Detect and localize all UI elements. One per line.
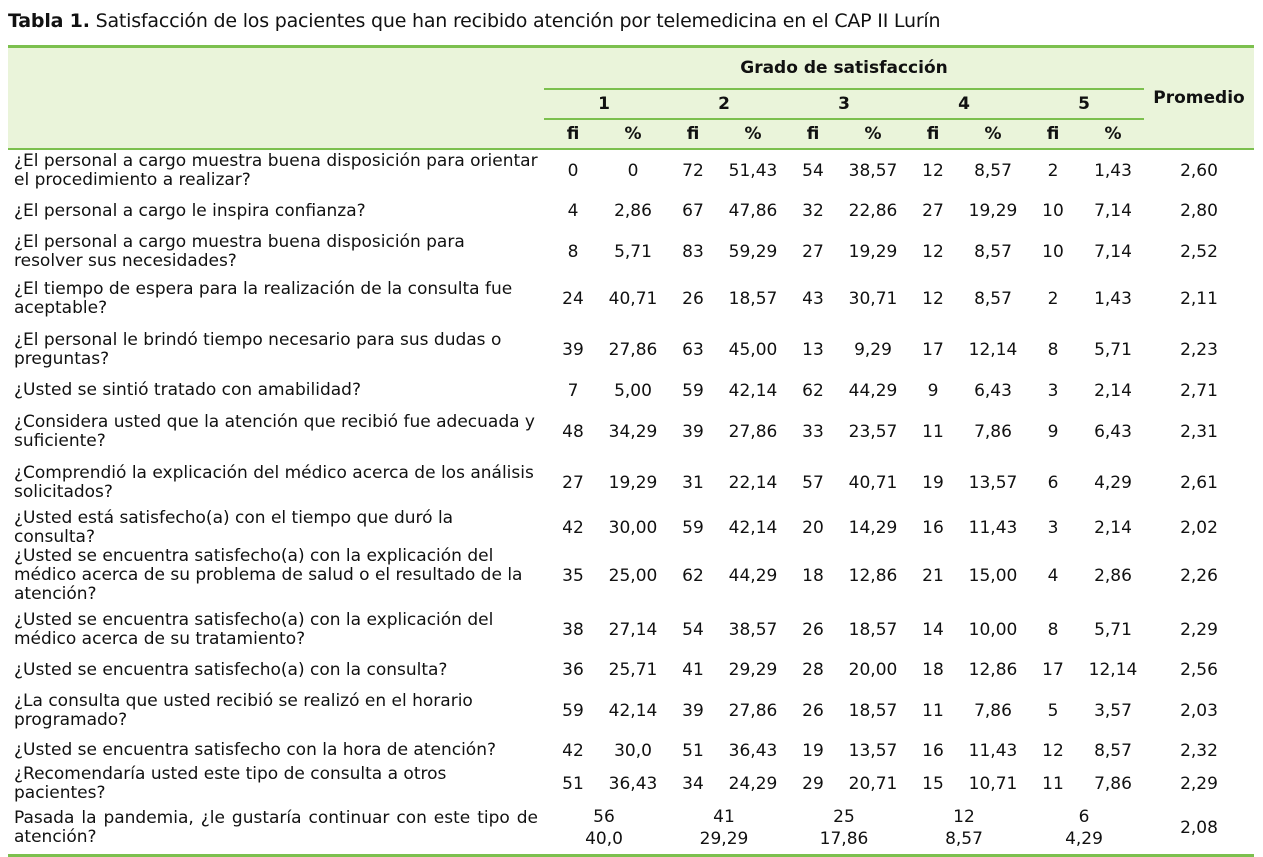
average-cell: 2,02 bbox=[1180, 518, 1218, 538]
question-cell: ¿El personal le brindó tiempo necesario para sus dudas o preguntas? bbox=[14, 329, 502, 369]
pct-cell: 10,00 bbox=[968, 619, 1018, 640]
pct-cell: 0 bbox=[627, 161, 639, 181]
pct-cell: 2,14 bbox=[1094, 518, 1132, 538]
fi-cell: 18 bbox=[802, 565, 824, 586]
stacked-value-cell bbox=[784, 803, 904, 855]
fi-cell: 33 bbox=[802, 421, 824, 442]
fi-cell: 39 bbox=[682, 700, 704, 721]
fi-cell: 62 bbox=[802, 380, 824, 401]
fi-cell: 28 bbox=[802, 660, 824, 680]
fi-cell: 16 bbox=[922, 518, 944, 538]
pct-cell: 5,71 bbox=[614, 241, 652, 262]
average-cell: 2,08 bbox=[1144, 803, 1254, 855]
header-pct: % bbox=[842, 119, 904, 149]
pct-cell: 7,14 bbox=[1094, 241, 1132, 262]
stacked-value-cell bbox=[544, 803, 664, 855]
fi-cell: 32 bbox=[802, 201, 824, 221]
pct-cell: 7,86 bbox=[1094, 774, 1132, 794]
stacked-value-cell bbox=[904, 803, 1024, 855]
pct-cell: 2,86 bbox=[614, 201, 652, 221]
fi-cell: 9 bbox=[1047, 421, 1059, 442]
fi-cell: 8 bbox=[1047, 339, 1059, 360]
fi-cell: 38 bbox=[562, 619, 584, 640]
pct-cell: 19,29 bbox=[968, 201, 1018, 221]
fi-cell: 8 bbox=[567, 241, 579, 262]
table-row bbox=[8, 547, 1254, 604]
table-row bbox=[8, 230, 1254, 273]
average-cell: 2,56 bbox=[1180, 660, 1218, 680]
table-row-last bbox=[8, 803, 1254, 855]
pct-cell: 20,00 bbox=[848, 660, 898, 680]
question-cell: ¿Usted se encuentra satisfecho(a) con la consulta? bbox=[14, 659, 448, 680]
table-row bbox=[8, 604, 1254, 655]
pct-cell: 12,86 bbox=[848, 565, 898, 586]
pct-cell: 6,43 bbox=[974, 380, 1012, 401]
pct-cell: 20,71 bbox=[848, 774, 898, 794]
fi-cell: 24 bbox=[562, 288, 584, 309]
fi-cell: 8 bbox=[1047, 619, 1059, 640]
header-pct: % bbox=[962, 119, 1024, 149]
pct-cell: 4,29 bbox=[1094, 473, 1132, 493]
average-cell: 2,32 bbox=[1180, 740, 1218, 761]
pct-cell: 9,29 bbox=[854, 339, 892, 360]
fi-cell: 3 bbox=[1047, 518, 1059, 538]
pct-cell: 13,57 bbox=[968, 473, 1018, 493]
pct-cell: 40,71 bbox=[848, 473, 898, 493]
question-cell: ¿Comprendió la explicación del médico acerca de los análisis solicitados? bbox=[14, 463, 534, 502]
stacked-value-cell bbox=[664, 803, 784, 855]
table-caption-label: Tabla 1. bbox=[8, 10, 90, 32]
pct-cell: 18,57 bbox=[848, 700, 898, 721]
pct-cell: 8,57 bbox=[1094, 740, 1132, 761]
fi-cell: 31 bbox=[682, 473, 704, 493]
table-row bbox=[8, 192, 1254, 230]
fi-cell: 59 bbox=[562, 700, 584, 721]
fi-cell: 5 bbox=[1047, 700, 1059, 721]
fi-cell: 39 bbox=[562, 339, 584, 360]
pct-cell: 51,43 bbox=[728, 161, 778, 181]
header-level-2: 2 bbox=[664, 89, 784, 119]
fi-value: 41 bbox=[713, 807, 735, 828]
pct-cell: 29,29 bbox=[728, 660, 778, 680]
pct-cell: 8,57 bbox=[974, 241, 1012, 262]
question-cell: ¿La consulta que usted recibió se realizó en el horario programado? bbox=[14, 690, 473, 730]
question-cell: ¿Usted se encuentra satisfecho con la hora de atención? bbox=[14, 740, 497, 760]
pct-cell: 2,14 bbox=[1094, 380, 1132, 401]
pct-cell: 25,71 bbox=[608, 660, 658, 680]
table-row bbox=[8, 685, 1254, 736]
header-pct: % bbox=[602, 119, 664, 149]
fi-cell: 11 bbox=[1042, 774, 1064, 794]
pct-cell: 36,43 bbox=[608, 774, 658, 794]
header-pct: % bbox=[1082, 119, 1144, 149]
header-level-3: 3 bbox=[784, 89, 904, 119]
fi-cell: 35 bbox=[562, 565, 584, 586]
pct-cell: 27,14 bbox=[608, 619, 658, 640]
question-cell: ¿El personal a cargo muestra buena disposición para orientar el procedimiento a realizar? bbox=[14, 151, 538, 190]
fi-cell: 42 bbox=[562, 518, 584, 538]
table-header bbox=[8, 47, 1254, 150]
fi-cell: 2 bbox=[1047, 161, 1059, 181]
table-row bbox=[8, 273, 1254, 324]
pct-cell: 44,29 bbox=[728, 565, 778, 586]
table-row bbox=[8, 324, 1254, 375]
average-cell: 2,29 bbox=[1180, 619, 1218, 640]
table-row bbox=[8, 765, 1254, 803]
pct-cell: 59,29 bbox=[728, 241, 778, 262]
pct-cell: 42,14 bbox=[728, 380, 778, 401]
fi-cell: 18 bbox=[922, 660, 944, 680]
header-level-5: 5 bbox=[1024, 89, 1144, 119]
question-cell: ¿El personal a cargo le inspira confianza? bbox=[14, 200, 366, 221]
header-level-1: 1 bbox=[544, 89, 664, 119]
pct-cell: 5,71 bbox=[1094, 339, 1132, 360]
pct-value: 29,29 bbox=[699, 829, 749, 850]
pct-cell: 40,71 bbox=[608, 288, 658, 309]
fi-cell: 20 bbox=[802, 518, 824, 538]
pct-cell: 23,57 bbox=[848, 421, 898, 442]
pct-cell: 18,57 bbox=[848, 619, 898, 640]
fi-cell: 72 bbox=[682, 161, 704, 181]
pct-value: 17,86 bbox=[819, 829, 869, 850]
pct-cell: 27,86 bbox=[608, 339, 658, 360]
fi-cell: 51 bbox=[682, 740, 704, 761]
table-row bbox=[8, 406, 1254, 457]
fi-cell: 12 bbox=[922, 241, 944, 262]
average-cell: 2,23 bbox=[1180, 339, 1218, 360]
stacked-value-cell bbox=[1024, 803, 1144, 855]
pct-value: 40,0 bbox=[585, 829, 623, 850]
satisfaction-table bbox=[8, 45, 1254, 857]
table-row bbox=[8, 736, 1254, 765]
fi-cell: 14 bbox=[922, 619, 944, 640]
fi-cell: 19 bbox=[802, 740, 824, 761]
fi-cell: 17 bbox=[1042, 660, 1064, 680]
fi-cell: 57 bbox=[802, 473, 824, 493]
table-row bbox=[8, 149, 1254, 192]
pct-cell: 19,29 bbox=[608, 473, 658, 493]
table-row bbox=[8, 509, 1254, 547]
pct-cell: 8,57 bbox=[974, 161, 1012, 181]
pct-cell: 11,43 bbox=[968, 518, 1018, 538]
fi-cell: 7 bbox=[567, 380, 579, 401]
pct-cell: 12,14 bbox=[968, 339, 1018, 360]
header-fi: fi bbox=[904, 119, 962, 149]
pct-cell: 19,29 bbox=[848, 241, 898, 262]
fi-cell: 19 bbox=[922, 473, 944, 493]
fi-cell: 17 bbox=[922, 339, 944, 360]
average-cell: 2,11 bbox=[1180, 288, 1218, 309]
question-cell: ¿El tiempo de espera para la realización de la consulta fue aceptable? bbox=[14, 278, 513, 318]
pct-cell: 10,71 bbox=[968, 774, 1018, 794]
table-row bbox=[8, 655, 1254, 685]
pct-cell: 36,43 bbox=[728, 740, 778, 761]
pct-cell: 7,86 bbox=[974, 700, 1012, 721]
pct-cell: 45,00 bbox=[728, 339, 778, 360]
pct-cell: 44,29 bbox=[848, 380, 898, 401]
pct-cell: 7,14 bbox=[1094, 201, 1132, 221]
pct-cell: 38,57 bbox=[848, 161, 898, 181]
fi-cell: 39 bbox=[682, 421, 704, 442]
pct-cell: 1,43 bbox=[1094, 161, 1132, 181]
fi-cell: 54 bbox=[802, 161, 824, 181]
pct-cell: 14,29 bbox=[848, 518, 898, 538]
pct-value: 4,29 bbox=[1065, 829, 1103, 850]
pct-cell: 2,86 bbox=[1094, 565, 1132, 586]
pct-cell: 12,86 bbox=[968, 660, 1018, 680]
question-cell: ¿Considera usted que la atención que recibió fue adecuada y suficiente? bbox=[14, 411, 535, 451]
fi-cell: 3 bbox=[1047, 380, 1059, 401]
fi-cell: 26 bbox=[802, 619, 824, 640]
fi-cell: 48 bbox=[562, 421, 584, 442]
pct-cell: 27,86 bbox=[728, 421, 778, 442]
pct-cell: 47,86 bbox=[728, 201, 778, 221]
average-cell: 2,71 bbox=[1180, 380, 1218, 401]
fi-cell: 13 bbox=[802, 339, 824, 360]
fi-cell: 0 bbox=[567, 161, 579, 181]
average-cell: 2,29 bbox=[1180, 774, 1218, 794]
header-pct: % bbox=[722, 119, 784, 149]
header-empty-cell bbox=[8, 47, 542, 90]
fi-value: 25 bbox=[833, 807, 855, 828]
fi-cell: 16 bbox=[922, 740, 944, 761]
fi-cell: 6 bbox=[1047, 473, 1059, 493]
fi-cell: 43 bbox=[802, 288, 824, 309]
fi-value: 12 bbox=[953, 807, 975, 828]
header-fi: fi bbox=[664, 119, 722, 149]
question-cell: ¿Usted se encuentra satisfecho(a) con la explicación del médico acerca de su problema de salud o el resultado de la atención? bbox=[14, 546, 523, 604]
fi-cell: 27 bbox=[922, 201, 944, 221]
fi-cell: 12 bbox=[922, 161, 944, 181]
question-cell: ¿El personal a cargo muestra buena disposición para resolver sus necesidades? bbox=[14, 231, 465, 271]
pct-cell: 5,71 bbox=[1094, 619, 1132, 640]
pct-cell: 3,57 bbox=[1094, 700, 1132, 721]
question-cell: ¿Usted está satisfecho(a) con el tiempo que duró la consulta? bbox=[14, 508, 454, 547]
fi-cell: 11 bbox=[922, 700, 944, 721]
question-cell: ¿Recomendaría usted este tipo de consulta a otros pacientes? bbox=[14, 764, 447, 803]
fi-cell: 10 bbox=[1042, 201, 1064, 221]
pct-cell: 27,86 bbox=[728, 700, 778, 721]
fi-cell: 83 bbox=[682, 241, 704, 262]
pct-cell: 15,00 bbox=[968, 565, 1018, 586]
pct-cell: 11,43 bbox=[968, 740, 1018, 761]
fi-cell: 15 bbox=[922, 774, 944, 794]
table-caption bbox=[8, 10, 940, 32]
fi-cell: 26 bbox=[802, 700, 824, 721]
fi-cell: 4 bbox=[1047, 565, 1059, 586]
pct-cell: 30,00 bbox=[608, 518, 658, 538]
table-body bbox=[8, 149, 1254, 855]
pct-cell: 34,29 bbox=[608, 421, 658, 442]
fi-cell: 36 bbox=[562, 660, 584, 680]
pct-cell: 25,00 bbox=[608, 565, 658, 586]
fi-cell: 41 bbox=[682, 660, 704, 680]
fi-value: 6 bbox=[1078, 807, 1090, 828]
fi-cell: 11 bbox=[922, 421, 944, 442]
table-row bbox=[8, 457, 1254, 509]
fi-cell: 2 bbox=[1047, 288, 1059, 309]
fi-cell: 4 bbox=[567, 201, 579, 221]
average-cell: 2,03 bbox=[1180, 700, 1218, 721]
pct-cell: 1,43 bbox=[1094, 288, 1132, 309]
fi-cell: 59 bbox=[682, 518, 704, 538]
pct-cell: 38,57 bbox=[728, 619, 778, 640]
pct-cell: 7,86 bbox=[974, 421, 1012, 442]
fi-cell: 10 bbox=[1042, 241, 1064, 262]
pct-cell: 42,14 bbox=[728, 518, 778, 538]
fi-cell: 34 bbox=[682, 774, 704, 794]
table-caption-text: Satisfacción de los pacientes que han recibido atención por telemedicina en el CAP II Lurín bbox=[95, 10, 941, 32]
average-cell: 2,26 bbox=[1180, 565, 1218, 586]
fi-value: 56 bbox=[593, 807, 615, 828]
fi-cell: 12 bbox=[1042, 740, 1064, 761]
pct-cell: 22,14 bbox=[728, 473, 778, 493]
pct-cell: 42,14 bbox=[608, 700, 658, 721]
fi-cell: 54 bbox=[682, 619, 704, 640]
average-cell: 2,80 bbox=[1180, 201, 1218, 221]
header-fi: fi bbox=[544, 119, 602, 149]
fi-cell: 42 bbox=[562, 740, 584, 761]
pct-cell: 8,57 bbox=[974, 288, 1012, 309]
fi-cell: 59 bbox=[682, 380, 704, 401]
header-grado-satisfaccion: Grado de satisfacción bbox=[544, 47, 1144, 90]
pct-cell: 30,71 bbox=[848, 288, 898, 309]
fi-cell: 62 bbox=[682, 565, 704, 586]
header-level-4: 4 bbox=[904, 89, 1024, 119]
fi-cell: 27 bbox=[802, 241, 824, 262]
question-cell: Pasada la pandemia, ¿le gustaría continuar con este tipo de atención? bbox=[8, 803, 542, 855]
header-promedio: Promedio bbox=[1144, 47, 1254, 150]
question-cell: ¿Usted se sintió tratado con amabilidad? bbox=[14, 380, 361, 400]
average-cell: 2,31 bbox=[1180, 421, 1218, 442]
pct-cell: 12,14 bbox=[1088, 660, 1138, 680]
pct-value: 8,57 bbox=[945, 829, 983, 850]
fi-cell: 63 bbox=[682, 339, 704, 360]
fi-cell: 26 bbox=[682, 288, 704, 309]
average-cell: 2,60 bbox=[1180, 161, 1218, 181]
question-cell: ¿Usted se encuentra satisfecho(a) con la explicación del médico acerca de su tratamiento? bbox=[14, 609, 494, 649]
pct-cell: 22,86 bbox=[848, 201, 898, 221]
average-cell: 2,61 bbox=[1180, 473, 1218, 493]
pct-cell: 24,29 bbox=[728, 774, 778, 794]
pct-cell: 18,57 bbox=[728, 288, 778, 309]
pct-cell: 13,57 bbox=[848, 740, 898, 761]
fi-cell: 67 bbox=[682, 201, 704, 221]
fi-cell: 21 bbox=[922, 565, 944, 586]
pct-cell: 30,0 bbox=[614, 740, 652, 761]
header-fi: fi bbox=[784, 119, 842, 149]
fi-cell: 9 bbox=[927, 380, 939, 401]
fi-cell: 51 bbox=[562, 774, 584, 794]
pct-cell: 5,00 bbox=[614, 380, 652, 401]
average-cell: 2,52 bbox=[1180, 241, 1218, 262]
table-row bbox=[8, 375, 1254, 406]
fi-cell: 12 bbox=[922, 288, 944, 309]
pct-cell: 6,43 bbox=[1094, 421, 1132, 442]
header-fi: fi bbox=[1024, 119, 1082, 149]
fi-cell: 27 bbox=[562, 473, 584, 493]
fi-cell: 29 bbox=[802, 774, 824, 794]
